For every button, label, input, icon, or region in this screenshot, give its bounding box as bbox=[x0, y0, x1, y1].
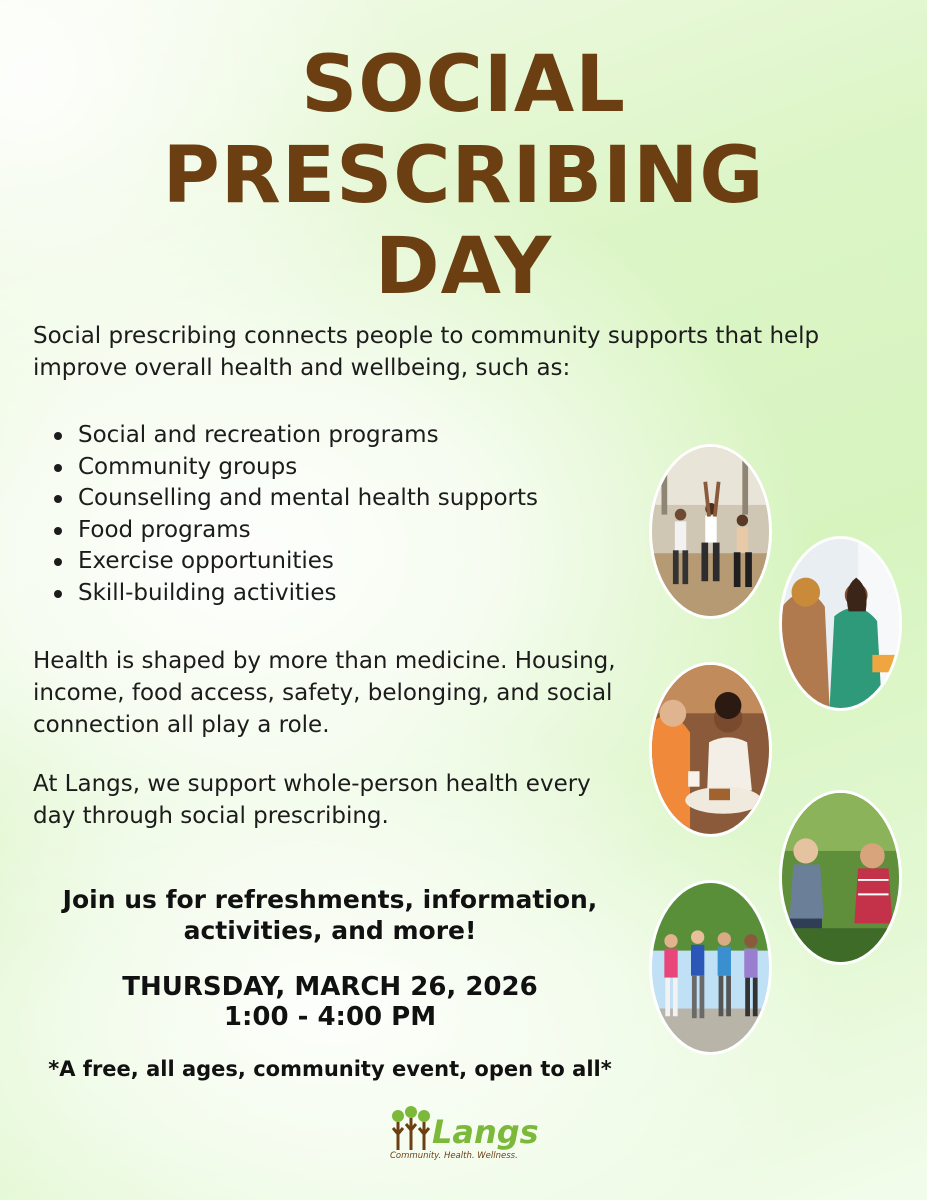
list-item: Skill-building activities bbox=[52, 578, 538, 610]
title-line-2: PRESCRIBING bbox=[162, 131, 765, 221]
logo-tagline: Community. Health. Wellness. bbox=[390, 1151, 518, 1161]
health-paragraph: Health is shaped by more than medicine. Housing, income, food access, safety, belonging, and social connection all play a role. bbox=[33, 648, 616, 738]
list-item: Community groups bbox=[52, 452, 538, 484]
supports-list bbox=[52, 420, 538, 609]
list-item: Exercise opportunities bbox=[52, 546, 538, 578]
photo-cafe-friends bbox=[649, 662, 772, 837]
logo-name: Langs bbox=[432, 1113, 539, 1151]
photo-walking-group bbox=[649, 880, 772, 1055]
intro-text: Social prescribing connects people to community supports that help improve overall health and wellbeing, such as: bbox=[33, 323, 820, 381]
photo-community-garden bbox=[779, 790, 902, 965]
photo-exercise-class bbox=[649, 444, 772, 619]
page-title bbox=[0, 40, 927, 313]
photo-group-conversation bbox=[779, 536, 902, 711]
title-line-3: DAY bbox=[374, 222, 553, 312]
list-item: Social and recreation programs bbox=[52, 420, 538, 452]
event-date: THURSDAY, MARCH 26, 2026 bbox=[122, 972, 538, 1002]
list-item: Food programs bbox=[52, 515, 538, 547]
langs-logo bbox=[386, 1106, 546, 1166]
event-datetime bbox=[20, 972, 640, 1032]
event-note: *A free, all ages, community event, open to all* bbox=[48, 1057, 612, 1081]
title-line-1: SOCIAL bbox=[301, 40, 626, 130]
invitation-line-2: activities, and more! bbox=[183, 916, 477, 945]
invitation-line-1: Join us for refreshments, information, bbox=[62, 885, 598, 914]
langs-tree-icon bbox=[386, 1106, 436, 1154]
invitation-text bbox=[20, 884, 640, 946]
list-item: Counselling and mental health supports bbox=[52, 483, 538, 515]
event-time: 1:00 - 4:00 PM bbox=[223, 1002, 437, 1032]
langs-paragraph: At Langs, we support whole-person health every day through social prescribing. bbox=[33, 771, 591, 829]
